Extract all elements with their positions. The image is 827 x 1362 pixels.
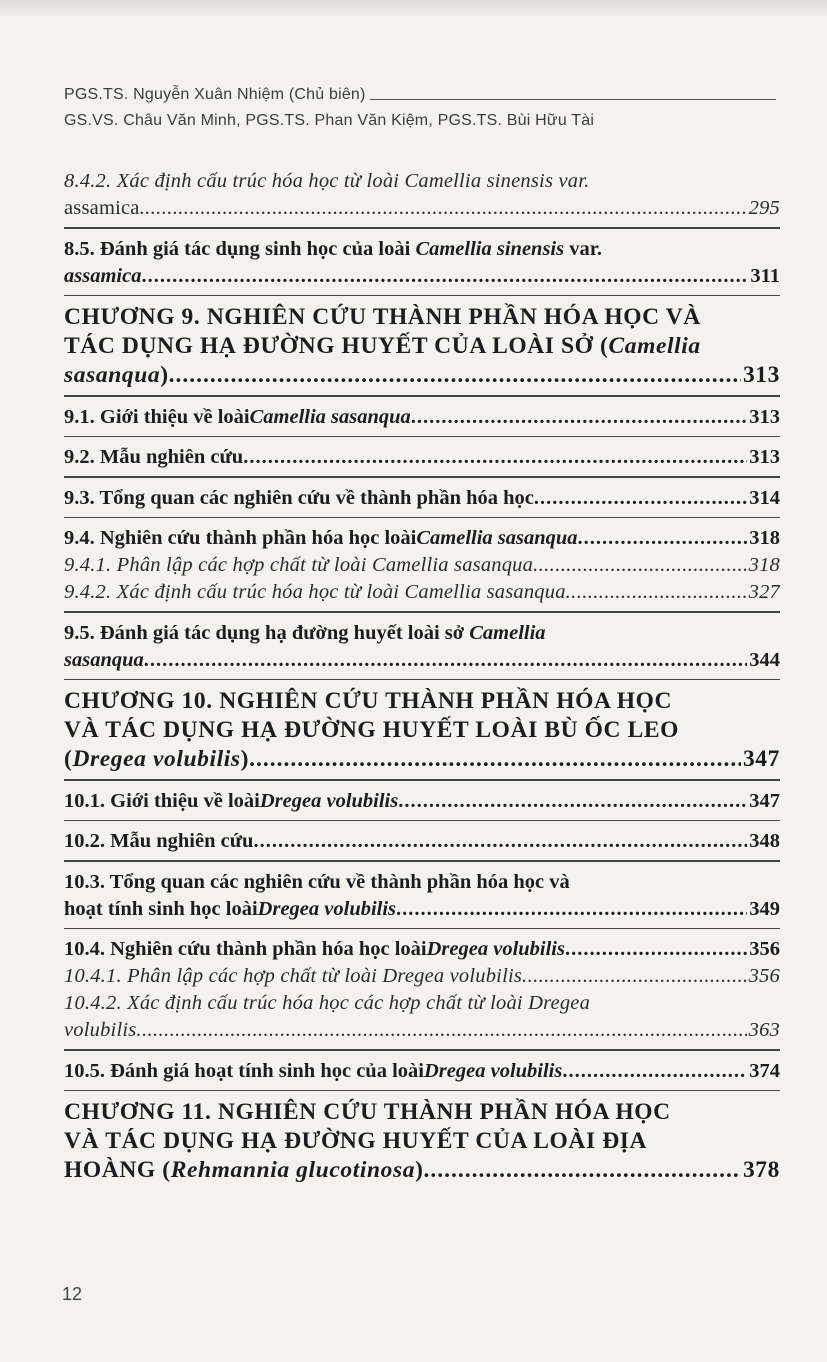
toc-page-number: 356 [749, 938, 780, 960]
toc-entry-line: CHƯƠNG 10. NGHIÊN CỨU THÀNH PHẦN HÓA HỌC [64, 688, 673, 714]
page-edge-shadow [0, 0, 827, 18]
header-authors: GS.VS. Châu Văn Minh, PGS.TS. Phan Văn Kiệm, PGS.TS. Bùi Hữu Tài [64, 112, 595, 129]
toc-entry-title: hoạt tính sinh học loài [64, 897, 258, 920]
toc-entry-line: VÀ TÁC DỤNG HẠ ĐƯỜNG HUYẾT CỦA LOÀI ĐỊA [64, 1128, 648, 1154]
toc-entry-species: Dregea volubilis [423, 1059, 563, 1082]
toc-page-number: 295 [748, 197, 780, 219]
toc-entry-species: Rehmannia glucotinosa [170, 1157, 416, 1183]
toc-entry[interactable] [64, 525, 780, 552]
dot-leader [565, 936, 747, 963]
toc-entry-species: sasanqua [64, 648, 144, 671]
header-editor: PGS.TS. Nguyễn Xuân Nhiệm (Chủ biên) [64, 86, 366, 103]
toc-entry[interactable] [64, 788, 780, 815]
toc-page-number: 347 [742, 746, 780, 772]
toc-entry-species: Dregea volubilis [426, 938, 565, 960]
toc-entry[interactable] [64, 828, 780, 855]
toc-entry[interactable] [64, 579, 780, 606]
toc-entry-line: TÁC DỤNG HẠ ĐƯỜNG HUYẾT CỦA LOÀI SỞ (Camellia [64, 333, 701, 359]
toc-entry-leader-row [64, 404, 780, 431]
toc-entry-leader-row [64, 936, 780, 963]
toc-entry-title-tail: ) [415, 1157, 424, 1183]
toc-separator [64, 517, 780, 519]
toc-entry-leader-row [64, 1058, 780, 1085]
toc-separator [64, 227, 780, 229]
toc-entry-title: 9.3. Tổng quan các nghiên cứu về thành phần hóa học [64, 486, 534, 509]
toc-page-number: 313 [742, 362, 780, 388]
toc-entry[interactable] [64, 1098, 780, 1185]
toc-entry-species: Camellia sasanqua [416, 527, 578, 549]
toc-entry-leader-row [64, 579, 780, 606]
running-header [64, 82, 776, 130]
toc-entry-title: 10.4.1. Phân lập các hợp chất từ loài Dregea volubilis [64, 965, 523, 987]
toc-entry-title: 9.4.2. Xác định cấu trúc hóa học từ loài Camellia sasanqua [64, 581, 566, 603]
dot-leader [140, 195, 747, 222]
toc-entry[interactable] [64, 552, 780, 579]
toc-entry[interactable] [64, 620, 780, 674]
toc-separator [64, 860, 780, 862]
toc-entry-title: 9.4.1. Phân lập các hợp chất từ loài Camellia sasanqua [64, 554, 534, 576]
toc-entry-title: 9.2. Mẫu nghiên cứu [64, 446, 244, 468]
dot-leader [141, 263, 748, 290]
toc-entry-leader-row [64, 1156, 780, 1185]
toc-entry-leader-row [64, 525, 780, 552]
toc-entry-line: CHƯƠNG 9. NGHIÊN CỨU THÀNH PHẦN HÓA HỌC VÀ [64, 304, 701, 330]
toc-separator [64, 1090, 780, 1092]
toc-page-number: 314 [749, 486, 780, 509]
dot-leader [534, 485, 747, 512]
page-number: 12 [62, 1284, 83, 1304]
dot-leader [578, 525, 748, 552]
toc-entry-title: 9.1. Giới thiệu về loài [64, 405, 250, 428]
toc-entry[interactable] [64, 485, 780, 512]
toc-page-number: 318 [749, 527, 780, 549]
toc-entry[interactable] [64, 963, 780, 990]
toc-entry[interactable] [64, 404, 780, 431]
toc-entry-title: 10.2. Mẫu nghiên cứu [64, 830, 254, 852]
toc-separator [64, 928, 780, 930]
toc-entry[interactable] [64, 869, 780, 923]
toc-entry-line: 10.3. Tổng quan các nghiên cứu về thành phần hóa học và [64, 870, 570, 893]
toc-entry-title: 10.5. Đánh giá hoạt tính sinh học của loài [64, 1059, 424, 1082]
toc-entry-leader-row [64, 485, 780, 512]
toc-entry-leader-row [64, 444, 780, 471]
toc-entry-leader-row [64, 361, 780, 390]
dot-leader [144, 647, 747, 674]
toc-entry-species: assamica [64, 197, 140, 219]
toc-entry-leader-row [64, 828, 780, 855]
toc-entry-title-tail: ) [160, 362, 169, 388]
toc-entry-leader-row [64, 963, 780, 990]
toc-entry-leader-row [64, 195, 780, 222]
dot-leader [249, 745, 741, 774]
toc-entry[interactable] [64, 1058, 780, 1085]
dot-leader [522, 963, 747, 990]
toc-entry-leader-row [64, 263, 780, 290]
toc-entry-species: Dregea volubilis [259, 789, 399, 812]
toc-entry-line: 8.5. Đánh giá tác dụng sinh học của loài Camellia sinensis var. [64, 237, 603, 260]
toc-entry-title: 10.1. Giới thiệu về loài [64, 789, 260, 812]
toc-entry[interactable] [64, 236, 780, 290]
toc-page-number: 348 [749, 830, 780, 852]
dot-leader [424, 1156, 741, 1185]
toc-entry-species: Dregea volubilis [72, 746, 241, 772]
dot-leader [396, 896, 747, 923]
toc-entry-title: volubilis [64, 1019, 137, 1041]
toc-separator [64, 295, 780, 297]
dot-leader [136, 1017, 746, 1044]
toc-entry[interactable] [64, 303, 780, 390]
toc-page-number: 311 [750, 264, 780, 287]
toc-separator [64, 1049, 780, 1051]
dot-leader [253, 828, 747, 855]
dot-leader [411, 404, 747, 431]
toc-entry-line: CHƯƠNG 11. NGHIÊN CỨU THÀNH PHẦN HÓA HỌC [64, 1099, 671, 1125]
toc-entry-line: 10.4.2. Xác định cấu trúc hóa học các hợp chất từ loài Dregea [64, 992, 591, 1014]
toc-entry-title: 10.4. Nghiên cứu thành phần hóa học loài [64, 938, 427, 960]
dot-leader [566, 579, 747, 606]
toc-entry-line: 8.4.2. Xác định cấu trúc hóa học từ loài Camellia sinensis var. [64, 170, 590, 192]
toc-entry-species: sasanqua [64, 362, 161, 388]
toc-page-number: 344 [749, 648, 780, 671]
toc-entry-title-tail: ) [240, 746, 250, 772]
dot-leader [169, 361, 741, 390]
toc-separator [64, 611, 780, 613]
toc-page-number: 313 [749, 446, 780, 468]
dot-leader [562, 1058, 747, 1085]
toc-entry-species: Camellia sasanqua [249, 405, 411, 428]
toc-page-number: 349 [749, 897, 780, 920]
toc-entry[interactable] [64, 168, 780, 222]
toc-entry-leader-row [64, 745, 780, 774]
toc-entry-line: VÀ TÁC DỤNG HẠ ĐƯỜNG HUYẾT LOÀI BÙ ỐC LEO [64, 717, 679, 743]
toc-page-number: 356 [748, 965, 780, 987]
toc-entry[interactable] [64, 990, 780, 1044]
toc-entry-leader-row [64, 552, 780, 579]
toc-entry-leader-row [64, 896, 780, 923]
toc-entry-title: ( [64, 746, 73, 772]
toc-page-number: 313 [749, 405, 780, 428]
toc-separator [64, 820, 780, 822]
toc-entry-leader-row [64, 1017, 780, 1044]
toc-entry-leader-row [64, 647, 780, 674]
toc-page-number: 374 [749, 1059, 780, 1082]
toc-entry-leader-row [64, 788, 780, 815]
toc-entry[interactable] [64, 687, 780, 774]
toc-entry-species: assamica [64, 264, 142, 287]
dot-leader [243, 444, 747, 471]
toc-separator [64, 679, 780, 681]
toc-page-number: 318 [748, 554, 780, 576]
toc-separator [64, 476, 780, 478]
table-of-contents [64, 168, 780, 1185]
toc-entry-line: 9.5. Đánh giá tác dụng hạ đường huyết loài sở Camellia [64, 621, 546, 644]
toc-page-number: 378 [742, 1157, 780, 1183]
toc-entry[interactable] [64, 444, 780, 471]
toc-page-number: 327 [748, 581, 780, 603]
dot-leader [533, 552, 747, 579]
toc-separator [64, 779, 780, 781]
toc-page-number: 347 [749, 789, 780, 812]
toc-separator [64, 395, 780, 397]
toc-separator [64, 436, 780, 438]
toc-entry[interactable] [64, 936, 780, 963]
toc-page-number: 363 [748, 1019, 780, 1041]
toc-entry-species: Dregea volubilis [257, 897, 397, 920]
header-rule [370, 99, 776, 100]
toc-entry-title: HOÀNG ( [64, 1157, 171, 1183]
toc-entry-title: 9.4. Nghiên cứu thành phần hóa học loài [64, 527, 417, 549]
dot-leader [398, 788, 747, 815]
